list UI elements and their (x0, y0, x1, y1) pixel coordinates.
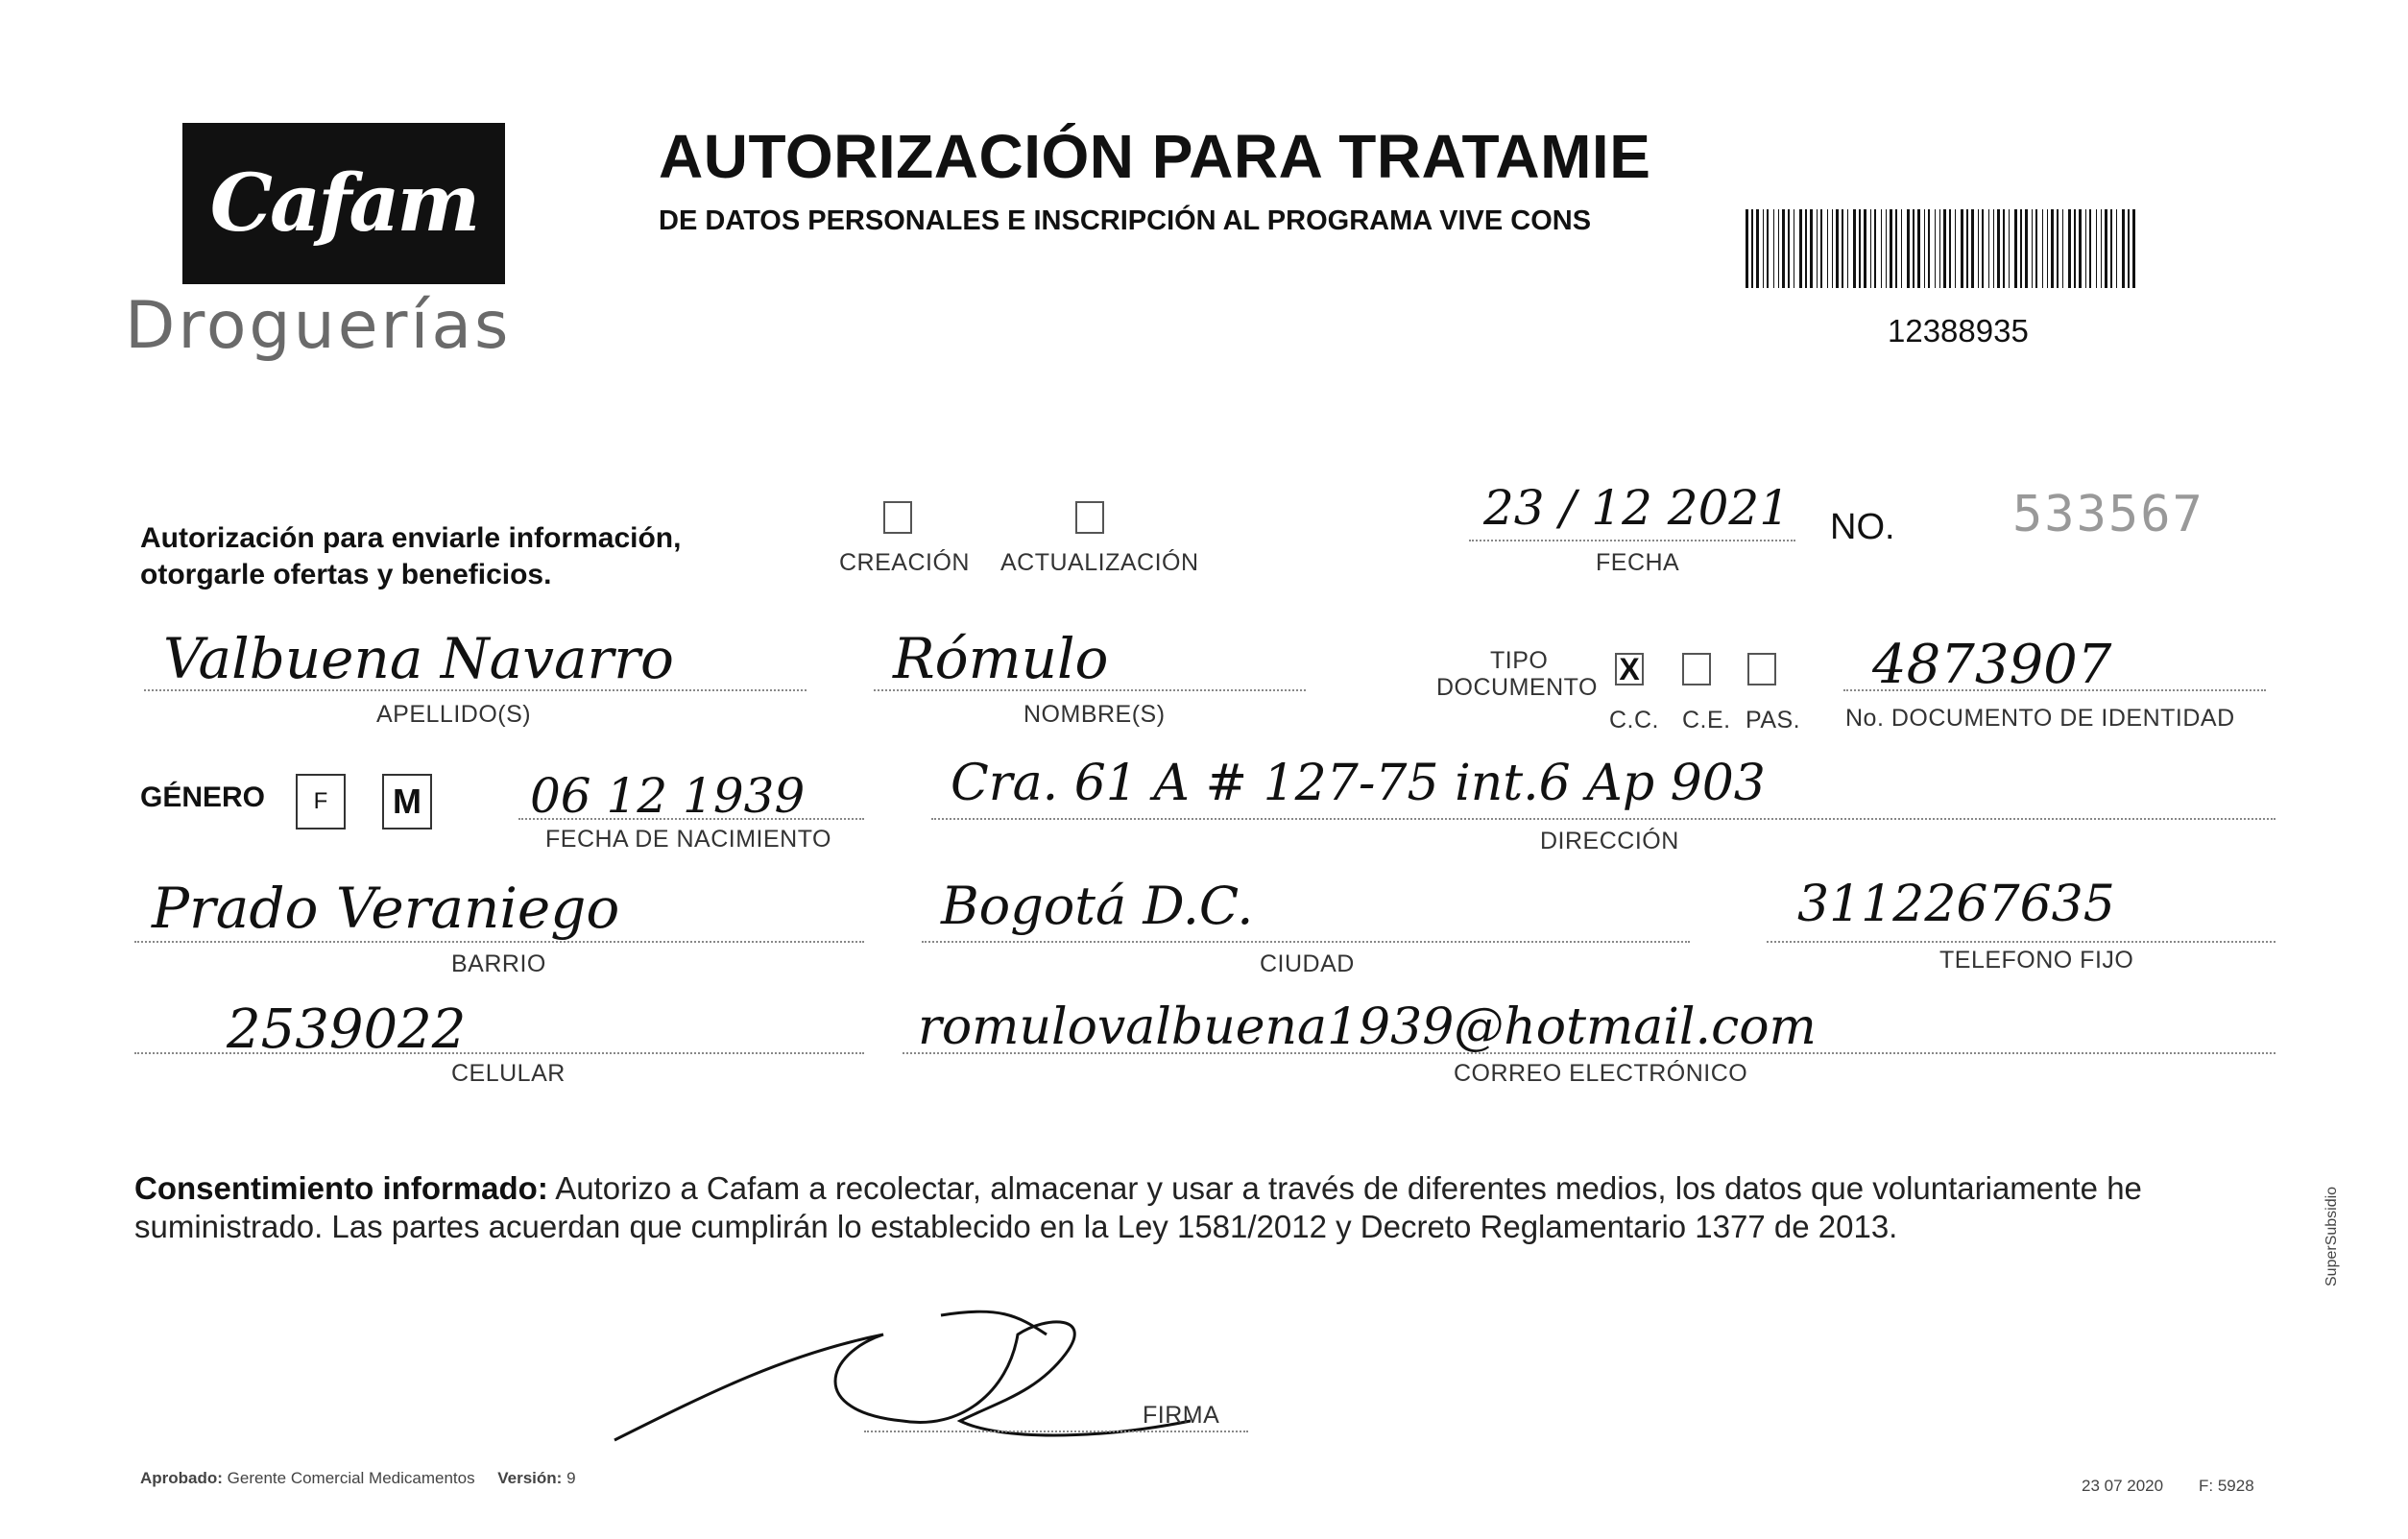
barrio-line (134, 941, 864, 943)
barcode-bar (2132, 209, 2135, 288)
barcode-bar (1901, 209, 1902, 288)
barcode-bar (1982, 209, 1984, 288)
creacion-label: CREACIÓN (839, 549, 970, 576)
barcode-bar (2057, 209, 2059, 288)
pas-label: PAS. (1746, 707, 1801, 733)
apellidos-value: Valbuena Navarro (163, 626, 674, 691)
form-title: AUTORIZACIÓN PARA TRATAMIE (659, 122, 1651, 191)
barcode-bar (2116, 209, 2117, 288)
direccion-label: DIRECCIÓN (1540, 828, 1679, 854)
correo-line (903, 1052, 2276, 1054)
barcode-bar (1881, 209, 1882, 288)
barcode-bar (1756, 209, 1759, 288)
barcode-bar (2003, 209, 2005, 288)
barcode-bar (1993, 209, 1994, 288)
barcode-bar (2062, 209, 2063, 288)
version-label: Versión: (497, 1469, 563, 1487)
direccion-value: Cra. 61 A # 127-75 int.6 Ap 903 (951, 755, 1766, 812)
creacion-checkbox[interactable] (883, 501, 912, 534)
fecha-label: FECHA (1596, 549, 1680, 576)
barcode-bar (1874, 209, 1876, 288)
barcode-bar (1827, 209, 1828, 288)
logo-subtitle: Droguerías (125, 288, 512, 364)
footer-approval (140, 1469, 576, 1488)
barcode-bar (1870, 209, 1871, 288)
actualizacion-label: ACTUALIZACIÓN (1000, 549, 1199, 576)
genero-label: GÉNERO (140, 782, 266, 813)
telefono-label: TELEFONO FIJO (1939, 947, 2134, 974)
barcode-bar (1799, 209, 1802, 288)
apellidos-label: APELLIDO(S) (376, 701, 532, 728)
barcode-bar (1971, 209, 1974, 288)
barcode-bar (2110, 209, 2112, 288)
consent-paragraph (134, 1169, 2261, 1246)
barcode-bar (2122, 209, 2125, 288)
barcode-bar (1928, 209, 1930, 288)
barcode-bar (2085, 209, 2086, 288)
fecha-line (1469, 540, 1795, 541)
documento-line (1843, 689, 2266, 691)
barcode-bar (1907, 209, 1910, 288)
consent-heading: Consentimiento informado: (134, 1170, 548, 1206)
nacimiento-value: 06 12 1939 (530, 768, 806, 824)
documento-label: No. DOCUMENTO DE IDENTIDAD (1845, 705, 2235, 732)
version-value: 9 (566, 1469, 576, 1487)
barcode-bar (1836, 209, 1839, 288)
barcode-bar (1782, 209, 1785, 288)
barcode-bar (2020, 209, 2022, 288)
ce-label: C.E. (1682, 707, 1731, 733)
correo-label: CORREO ELECTRÓNICO (1454, 1060, 1748, 1087)
barcode-bar (1820, 209, 1822, 288)
firma-line (864, 1431, 1248, 1432)
barcode-bar (1988, 209, 1989, 288)
barcode-bar (1853, 209, 1856, 288)
genero-m-box[interactable]: M (382, 774, 432, 830)
barrio-value: Prado Veraniego (152, 876, 620, 941)
nombres-line (874, 689, 1306, 691)
barcode (1746, 209, 2139, 288)
barcode-bar (1767, 209, 1769, 288)
barcode-bar (1895, 209, 1897, 288)
telefono-line (1767, 941, 2276, 943)
tipo-label-2: DOCUMENTO (1436, 674, 1598, 701)
logo-brand-text: Cafam (209, 157, 478, 250)
barcode-bar (1763, 209, 1764, 288)
barcode-bar (1751, 209, 1753, 288)
nombres-value: Rómulo (893, 626, 1109, 691)
numero-value: 533567 (2012, 486, 2204, 543)
firma-label: FIRMA (1143, 1402, 1220, 1429)
barcode-bar (1924, 209, 1925, 288)
celular-line (134, 1052, 864, 1054)
barcode-bar (2096, 209, 2097, 288)
ce-checkbox[interactable] (1682, 653, 1711, 685)
ciudad-line (922, 941, 1690, 943)
authorization-line-2: otorgarle ofertas y beneficios. (140, 559, 552, 590)
barcode-bar (2079, 209, 2082, 288)
barcode-bar (1961, 209, 1963, 288)
barcode-bar (1810, 209, 1813, 288)
barcode-bar (2068, 209, 2071, 288)
barcode-bar (1943, 209, 1946, 288)
barcode-bar (1788, 209, 1790, 288)
consent-body: Autorizo a Cafam a recolectar, almacenar y usar a través de diferentes medios, los datos que voluntariamente he suministrado. Las partes acuerdan que cumplirán lo establecido en la Ley 1581/2012 y Decreto Reglamentario 1377 de 2013. (134, 1170, 2142, 1244)
barcode-bar (1939, 209, 1940, 288)
barcode-bar (2042, 209, 2043, 288)
ciudad-label: CIUDAD (1260, 950, 1355, 977)
aprobado-label: Aprobado: (140, 1469, 223, 1487)
barcode-bar (1886, 209, 1887, 288)
cc-checkbox[interactable]: X (1615, 653, 1644, 685)
barcode-bar (1955, 209, 1956, 288)
genero-f-box[interactable]: F (296, 774, 346, 830)
aprobado-value: Gerente Comercial Medicamentos (227, 1469, 475, 1487)
barcode-bar (2047, 209, 2048, 288)
signature-mark (595, 1277, 1267, 1469)
barcode-number: 12388935 (1888, 313, 2029, 349)
barcode-bar (1978, 209, 1979, 288)
barcode-bar (2074, 209, 2076, 288)
barcode-bar (2101, 209, 2102, 288)
tipo-label-1: TIPO (1490, 647, 1549, 674)
barcode-bar (2128, 209, 2130, 288)
barcode-bar (1864, 209, 1866, 288)
barcode-bar (2032, 209, 2033, 288)
ciudad-value: Bogotá D.C. (941, 876, 1254, 936)
telefono-value: 3112267635 (1797, 876, 2115, 933)
barcode-bar (2035, 209, 2037, 288)
cc-label: C.C. (1609, 707, 1659, 733)
barcode-bar (2089, 209, 2091, 288)
nacimiento-label: FECHA DE NACIMIENTO (545, 826, 831, 853)
documento-value: 4873907 (1872, 634, 2112, 696)
barcode-bar (2025, 209, 2028, 288)
barcode-bar (1847, 209, 1848, 288)
barrio-label: BARRIO (451, 950, 546, 977)
celular-label: CELULAR (451, 1060, 566, 1087)
barcode-bar (1935, 209, 1936, 288)
actualizacion-checkbox[interactable] (1075, 501, 1104, 534)
footer-date: 23 07 2020 (2082, 1477, 2164, 1495)
barcode-bar (2014, 209, 2017, 288)
barcode-bar (1859, 209, 1861, 288)
barcode-bar (2105, 209, 2107, 288)
form-subtitle: DE DATOS PERSONALES E INSCRIPCIÓN AL PROGRAMA VIVE CONS (659, 205, 1592, 236)
barcode-bar (2051, 209, 2054, 288)
barcode-bar (1778, 209, 1779, 288)
barcode-bar (1966, 209, 1968, 288)
correo-value: romulovalbuena1939@hotmail.com (918, 998, 1817, 1056)
barcode-bar (1817, 209, 1818, 288)
direccion-line (931, 818, 2276, 820)
pas-checkbox[interactable] (1747, 653, 1776, 685)
barcode-bar (1805, 209, 1807, 288)
numero-label: NO. (1830, 507, 1895, 547)
apellidos-line (144, 689, 807, 691)
barcode-bar (1773, 209, 1774, 288)
nombres-label: NOMBRE(S) (1023, 701, 1166, 728)
barcode-bar (1890, 209, 1892, 288)
barcode-bar (1949, 209, 1951, 288)
authorization-line-1: Autorización para enviarle información, (140, 522, 682, 554)
barcode-bar (1746, 209, 1748, 288)
celular-value: 2539022 (227, 998, 467, 1061)
barcode-bar (1917, 209, 1920, 288)
barcode-bar (1842, 209, 1843, 288)
cafam-logo (182, 123, 505, 284)
fecha-value: 23 / 12 2021 (1483, 480, 1791, 536)
footer-code: F: 5928 (2199, 1477, 2254, 1495)
barcode-bar (1913, 209, 1914, 288)
authorization-text (140, 520, 812, 593)
supersubsidio-stamp: SuperSubsidio (2324, 1186, 2340, 1287)
nacimiento-line (518, 818, 864, 820)
barcode-bar (1997, 209, 2000, 288)
barcode-bar (1832, 209, 1833, 288)
barcode-bar (2009, 209, 2010, 288)
